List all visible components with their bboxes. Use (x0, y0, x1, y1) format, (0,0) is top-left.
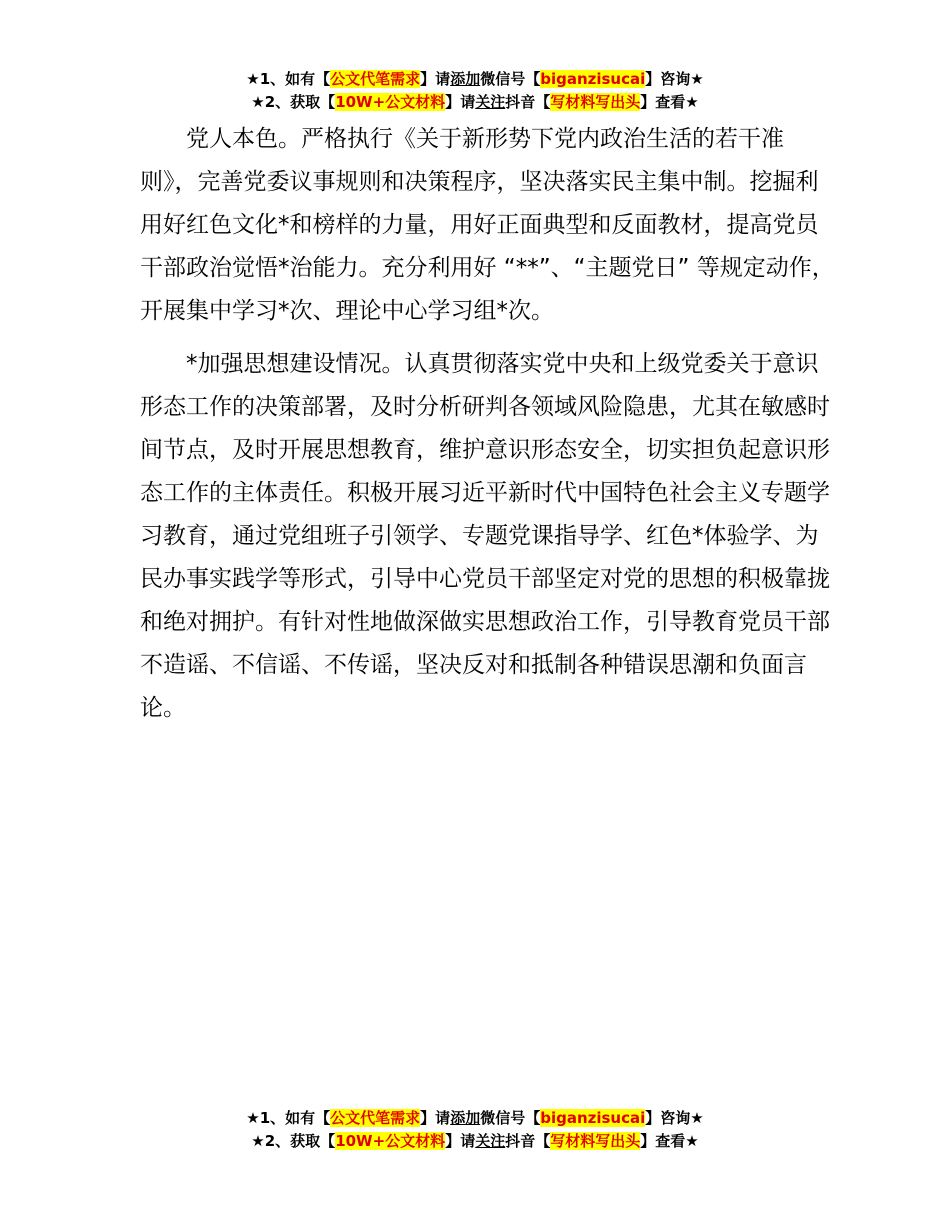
banner-line-1 (0, 68, 950, 91)
underlined-follow: 关注 (475, 93, 506, 111)
highlight-wechat-id: biganzisucai (540, 70, 646, 88)
banner-text: 】请 (445, 93, 476, 111)
highlight-service: 公文代笔需求 (330, 1109, 421, 1127)
highlight-douyin-account: 写材料写出头 (550, 1132, 641, 1150)
paragraph-2: *加强思想建设情况。认真贯彻落实党中央和上级党委关于意识形态工作的决策部署，及时分析研判各领域风险隐患，尤其在敏感时间节点，及时开展思想教育，维护意识形态安全，切实担负起意识形态工作的主体责任。积极开展习近平新时代中国特色社会主义专题学习教育，通过党组班子引领学、专题党课指导学、红色*体验学、为民办事实践学等形式，引导中心党员干部坚定对党的思想的积极靠拢和绝对拥护。有针对性地做深做实思想政治工作，引导教育党员干部不造谣、不信谣、不传谣，坚决反对和抵制各种错误思潮和负面言论。 (140, 351, 830, 721)
banner-line-2 (0, 91, 950, 114)
banner-text: 抖音【 (505, 93, 551, 111)
highlight-douyin-account: 写材料写出头 (550, 93, 641, 111)
highlight-materials: 10W+公文材料 (335, 1132, 446, 1150)
highlight-wechat-id: biganzisucai (540, 1109, 646, 1127)
banner-text: 】查看★ (640, 1132, 699, 1150)
banner-line-1 (0, 1107, 950, 1130)
banner-text: 】咨询★ (645, 1109, 704, 1127)
header-banner (0, 68, 950, 114)
underlined-add: 添加 (450, 1109, 481, 1127)
banner-text: 】咨询★ (645, 70, 704, 88)
banner-text: ★2、获取【 (251, 1132, 336, 1150)
banner-text: 】请 (420, 1109, 451, 1127)
banner-line-2 (0, 1130, 950, 1153)
underlined-follow: 关注 (475, 1132, 506, 1150)
banner-text: 】查看★ (640, 93, 699, 111)
banner-text: 抖音【 (505, 1132, 551, 1150)
banner-text: ★1、如有【 (246, 70, 331, 88)
footer-banner (0, 1107, 950, 1153)
banner-text: ★2、获取【 (251, 93, 336, 111)
banner-text: 】请 (445, 1132, 476, 1150)
banner-text: 微信号【 (480, 1109, 541, 1127)
banner-text: ★1、如有【 (246, 1109, 331, 1127)
underlined-add: 添加 (450, 70, 481, 88)
banner-text: 】请 (420, 70, 451, 88)
document-body (140, 118, 840, 740)
banner-text: 微信号【 (480, 70, 541, 88)
highlight-service: 公文代笔需求 (330, 70, 421, 88)
highlight-materials: 10W+公文材料 (335, 93, 446, 111)
paragraph-1: 党人本色。严格执行《关于新形势下党内政治生活的若干准则》，完善党委议事规则和决策程序，坚决落实民主集中制。挖掘利用好红色文化*和榜样的力量，用好正面典型和反面教材，提高党员干部政治觉悟*治能力。充分利用好 “**”、“主题党日” 等规定动作，开展集中学习*次、理论中心学习组*次。 (140, 126, 835, 324)
